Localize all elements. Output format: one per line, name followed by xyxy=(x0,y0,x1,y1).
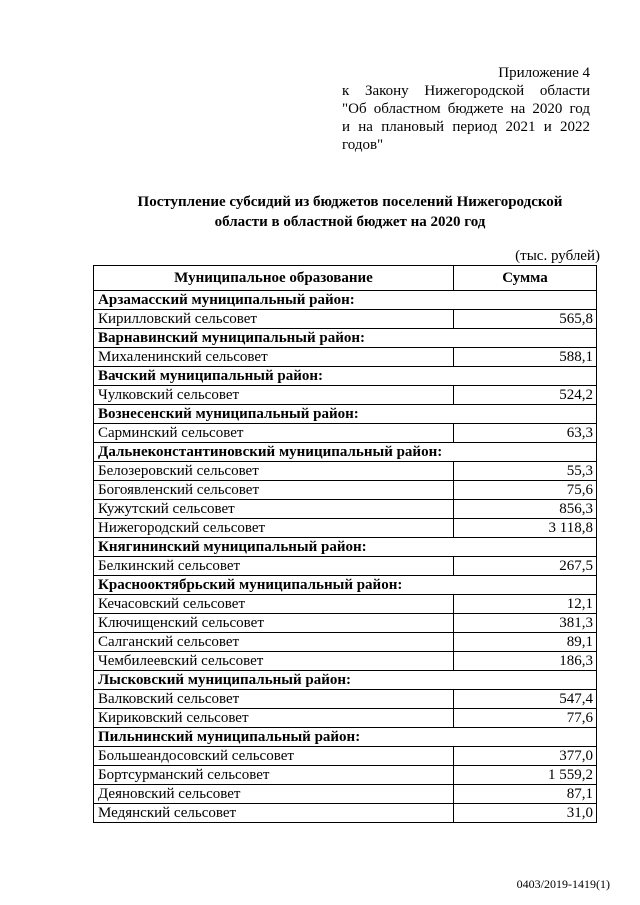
settlement-name: Кириковский сельсовет xyxy=(94,709,454,728)
district-row xyxy=(94,329,597,348)
settlement-sum: 12,1 xyxy=(454,595,597,614)
table-row xyxy=(94,310,597,329)
district-name: Лысковский муниципальный район: xyxy=(94,671,597,690)
settlement-sum: 87,1 xyxy=(454,785,597,804)
settlement-sum: 565,8 xyxy=(454,310,597,329)
settlement-sum: 55,3 xyxy=(454,462,597,481)
settlement-name: Большеандосовский сельсовет xyxy=(94,747,454,766)
district-row xyxy=(94,405,597,424)
document-number: 0403/2019-1419(1) xyxy=(516,877,610,891)
settlement-name: Сарминский сельсовет xyxy=(94,424,454,443)
subsidies-table xyxy=(93,265,597,823)
appendix-line: и на плановый период 2021 и 2022 xyxy=(342,119,590,135)
settlement-sum: 63,3 xyxy=(454,424,597,443)
settlement-sum: 31,0 xyxy=(454,804,597,823)
table-header-row xyxy=(94,266,597,291)
appendix-line: Приложение 4 xyxy=(498,65,590,81)
settlement-sum: 77,6 xyxy=(454,709,597,728)
settlement-name: Деяновский сельсовет xyxy=(94,785,454,804)
settlement-sum: 186,3 xyxy=(454,652,597,671)
settlement-name: Богоявленский сельсовет xyxy=(94,481,454,500)
district-name: Пильнинский муниципальный район: xyxy=(94,728,597,747)
district-name: Вачский муниципальный район: xyxy=(94,367,597,386)
settlement-sum: 381,3 xyxy=(454,614,597,633)
settlement-name: Чембилеевский сельсовет xyxy=(94,652,454,671)
settlement-sum: 377,0 xyxy=(454,747,597,766)
table-row xyxy=(94,785,597,804)
settlement-sum: 588,1 xyxy=(454,348,597,367)
appendix-line: к Закону Нижегородской области xyxy=(342,83,590,99)
settlement-name: Валковский сельсовет xyxy=(94,690,454,709)
table-row xyxy=(94,500,597,519)
table-row xyxy=(94,614,597,633)
column-header-sum: Сумма xyxy=(454,266,597,291)
title-line: области в областной бюджет на 2020 год xyxy=(214,214,486,230)
settlement-sum: 89,1 xyxy=(454,633,597,652)
settlement-name: Белкинский сельсовет xyxy=(94,557,454,576)
table-row xyxy=(94,652,597,671)
settlement-name: Чулковский сельсовет xyxy=(94,386,454,405)
settlement-sum: 75,6 xyxy=(454,481,597,500)
settlement-name: Ключищенский сельсовет xyxy=(94,614,454,633)
table-row xyxy=(94,709,597,728)
settlement-name: Кирилловский сельсовет xyxy=(94,310,454,329)
district-name: Дальнеконстантиновский муниципальный район: xyxy=(94,443,597,462)
table-row xyxy=(94,633,597,652)
district-name: Варнавинский муниципальный район: xyxy=(94,329,597,348)
settlement-name: Медянский сельсовет xyxy=(94,804,454,823)
settlement-name: Михаленинский сельсовет xyxy=(94,348,454,367)
table-row xyxy=(94,766,597,785)
district-row xyxy=(94,538,597,557)
column-header-name: Муниципальное образование xyxy=(94,266,454,291)
district-row xyxy=(94,367,597,386)
settlement-name: Нижегородский сельсовет xyxy=(94,519,454,538)
table-row xyxy=(94,462,597,481)
district-row xyxy=(94,671,597,690)
settlement-sum: 547,4 xyxy=(454,690,597,709)
table-row xyxy=(94,804,597,823)
settlement-sum: 267,5 xyxy=(454,557,597,576)
title-line: Поступление субсидий из бюджетов поселений Нижегородской xyxy=(137,194,563,210)
district-name: Вознесенский муниципальный район: xyxy=(94,405,597,424)
table-body xyxy=(94,291,597,823)
district-row xyxy=(94,443,597,462)
district-row xyxy=(94,291,597,310)
appendix-header xyxy=(342,64,590,154)
settlement-sum: 3 118,8 xyxy=(454,519,597,538)
table-row xyxy=(94,690,597,709)
settlement-sum: 524,2 xyxy=(454,386,597,405)
district-name: Краснооктябрьский муниципальный район: xyxy=(94,576,597,595)
units-label: (тыс. рублей) xyxy=(515,248,600,264)
settlement-name: Салганский сельсовет xyxy=(94,633,454,652)
document-title xyxy=(100,192,600,232)
district-row xyxy=(94,728,597,747)
settlement-name: Бортсурманский сельсовет xyxy=(94,766,454,785)
table-row xyxy=(94,519,597,538)
settlement-name: Кечасовский сельсовет xyxy=(94,595,454,614)
table-row xyxy=(94,557,597,576)
settlement-sum: 856,3 xyxy=(454,500,597,519)
appendix-line: годов" xyxy=(342,137,384,153)
district-name: Княгининский муниципальный район: xyxy=(94,538,597,557)
table-row xyxy=(94,747,597,766)
table-row xyxy=(94,386,597,405)
table-row xyxy=(94,424,597,443)
settlement-name: Кужутский сельсовет xyxy=(94,500,454,519)
table-row xyxy=(94,481,597,500)
district-name: Арзамасский муниципальный район: xyxy=(94,291,597,310)
table-row xyxy=(94,595,597,614)
district-row xyxy=(94,576,597,595)
table-row xyxy=(94,348,597,367)
appendix-line: "Об областном бюджете на 2020 год xyxy=(342,101,590,117)
settlement-name: Белозеровский сельсовет xyxy=(94,462,454,481)
settlement-sum: 1 559,2 xyxy=(454,766,597,785)
